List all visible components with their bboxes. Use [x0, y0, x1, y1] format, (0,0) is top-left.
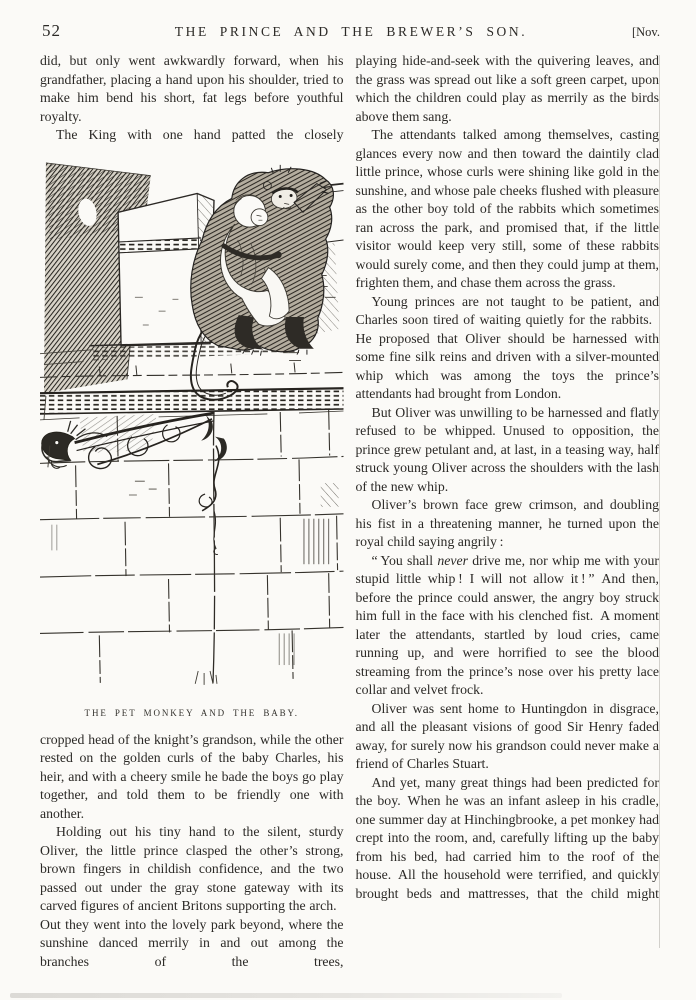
paragraph-predicted: And yet, many great things had been predicted for the boy. When he was an infant asleep in his cradle, one summer day at Hinchingbrooke, a pet monkey had crept into the room, and, carefully lifting up the baby from his bed, had carried him to the roof of the house. All the household were terrified, and quickly brought beds and mattresses, that the child might	[355, 774, 659, 901]
paragraph-attendants: The attendants talked among themselves, casting glances every now and then toward the daintily clad little prince, whose curls were shining like gold in the sunshine, and whose pale cheeks flushed with pleasure as the other boy told of the rabbits which sometimes ran across the park, and promised that, if the little visitor would keep very still, some of these rabbits would surely come, and then they could jump at them, frighten them, and chase them across the grass.	[355, 127, 659, 290]
paragraph-but-oliver: But Oliver was unwilling to be harnessed and flatly refused to be whipped. Unused to opposition, the prince grew petulant and, at last, in a teasing way, half struck young Oliver across the shoulders with the lash of the new whip.	[355, 404, 659, 494]
quote-post: drive me, nor whip me with your stupid little whip ! I will not allow it ! ” And then, before the prince could answer, the angry boy struck him full in the face with his clenched fist. A moment later the attendants, startled by loud cries, came running up, and were horrified to see the blood streaming from the prince’s nose over his pretty lace collar and velvet frock.	[355, 552, 659, 697]
beast-eye	[55, 440, 59, 444]
page-number: 52	[42, 21, 61, 40]
iron-bracket	[42, 412, 227, 553]
paragraph-king: The King with one hand patted the closely	[56, 127, 344, 142]
illustration-figure	[40, 149, 344, 723]
paragraph-quote	[356, 552, 660, 700]
text-columns	[40, 52, 659, 971]
quote-pre: “ You shall	[371, 552, 438, 568]
running-title: THE PRINCE AND THE BREWER’S SON.	[174, 24, 528, 39]
issue-label: [Nov.	[631, 25, 660, 39]
paragraph-huntingdon: Oliver was sent home to Huntingdon in disgrace, and all the pleasant visions of good Sir Henry faded away, for surely now his grandson could never make a friend of Charles Stuart.	[355, 700, 659, 771]
paragraph-crimson: Oliver’s brown face grew crimson, and doubling his fist in a threatening manner, he turned upon the royal child saying angrily :	[355, 497, 659, 549]
paragraph-continued: did, but only went awkwardly forward, when his grandfather, placing a hand upon his shoulder, tried to make him bend his short, fat legs before youthful royalty.	[40, 53, 344, 124]
monkey-and-baby	[191, 164, 334, 355]
paragraph-playing: playing hide-and-seek with the quivering leaves, and the grass was spread out like a soft green carpet, upon which the children could play as merrily as the birds above them sang.	[355, 53, 659, 124]
page-header	[42, 21, 660, 41]
baby-face	[251, 208, 268, 225]
scan-shadow	[10, 993, 562, 998]
paragraph-holding: Holding out his tiny hand to the silent, sturdy Oliver, the little prince clasped the other’s strong, brown fingers in childish confidence, and the two passed out under the gray stone gateway with its carved figures of ancient Britons supporting the arch. Out they went into the lovely park beyond, where the sunshine danced merrily in and out among the branches of the trees,	[40, 824, 344, 969]
illustration-caption: THE PET MONKEY AND THE BABY.	[84, 708, 299, 719]
pet-monkey-illustration	[40, 149, 344, 695]
right-column	[356, 52, 660, 971]
page-edge-line	[659, 55, 660, 948]
paragraph-young-princes: Young princes are not taught to be patient, and Charles soon tired of waiting quietly for the rabbits. He proposed that Oliver should be harnessed with some fine silk reins and driven with a silver-mounted whip which was among the toys the prince’s attendants had brought from London.	[355, 293, 659, 401]
paragraph-cropped: cropped head of the knight’s grandson, while the other rested on the golden curls of the baby Charles, his heir, and with a cheery smile he bade the boys go play together, and told them to be friendly one with another.	[40, 731, 344, 821]
left-column	[40, 52, 344, 971]
emphasis-never: never	[437, 552, 468, 568]
